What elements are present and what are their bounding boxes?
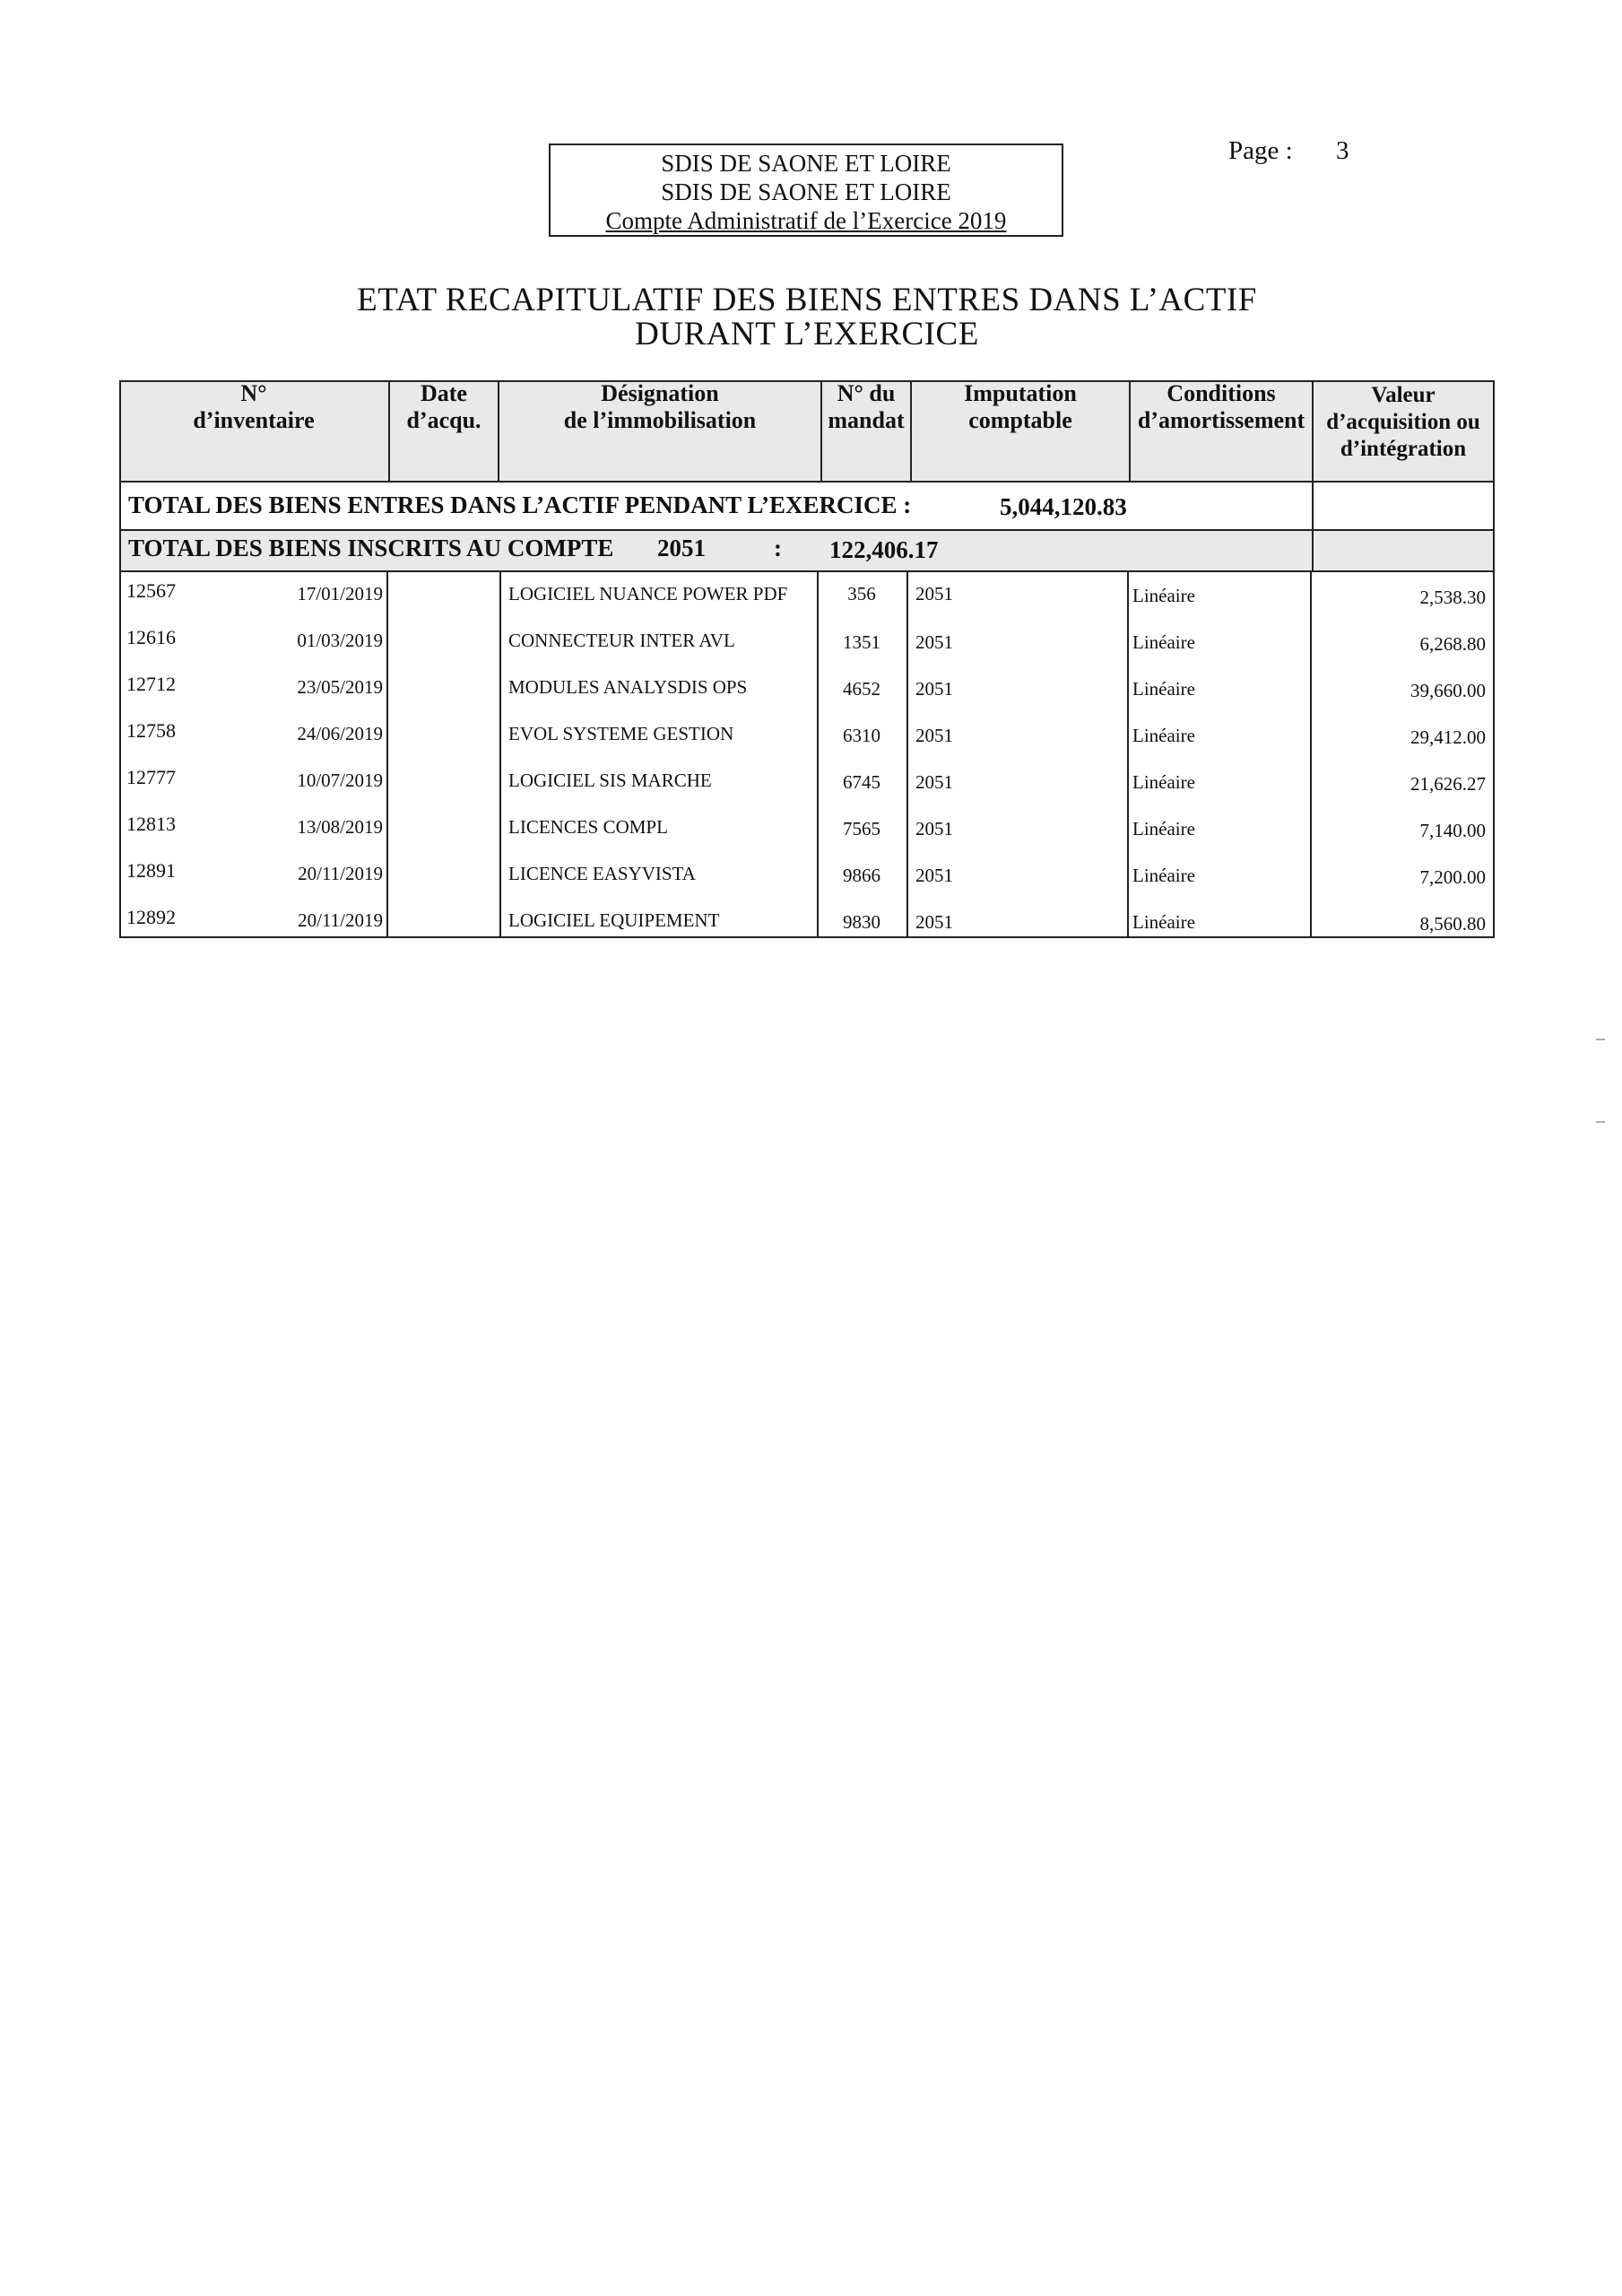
row-3-designation: MODULES ANALYSDIS OPS (508, 676, 748, 698)
row-7-designation: LICENCE EASYVISTA (508, 863, 696, 884)
row-7-mandat: 9866 (843, 865, 880, 886)
row-2-valeur: 6,268.80 (1419, 633, 1486, 655)
row-4-valeur: 29,412.00 (1410, 726, 1486, 748)
row-4-conditions: Linéaire (1132, 725, 1195, 746)
row-4-mandat: 6310 (843, 725, 880, 746)
row-8-designation: LOGICIEL EQUIPEMENT (508, 909, 720, 931)
row-2-mandat: 1351 (843, 631, 880, 653)
scan-mark (1596, 1121, 1605, 1123)
col-header-conditions: Conditions d’amortissement (1137, 380, 1305, 433)
row-8-valeur: 8,560.80 (1419, 913, 1486, 935)
total-exercice-value: 5,044,120.83 (1000, 493, 1127, 520)
assets-table (119, 380, 1495, 938)
row-3-date: 23/05/2019 (297, 676, 383, 698)
row-2-inventaire: 12616 (126, 626, 176, 648)
row-2-conditions: Linéaire (1132, 631, 1195, 653)
col-header-designation: Désignation de l’immobilisation (563, 380, 757, 433)
row-4-imputation: 2051 (915, 725, 953, 746)
row-3-conditions: Linéaire (1132, 678, 1195, 700)
row-7-date: 20/11/2019 (298, 863, 383, 884)
row-8-conditions: Linéaire (1132, 911, 1195, 933)
row-8-mandat: 9830 (843, 911, 880, 933)
total-compte-label: TOTAL DES BIENS INSCRITS AU COMPTE (128, 535, 614, 561)
total-compte-value: 122,406.17 (829, 536, 939, 563)
header-line-3: Compte Administratif de l’Exercice 2019 (605, 207, 1007, 234)
row-7-valeur: 7,200.00 (1419, 866, 1486, 888)
row-5-valeur: 21,626.27 (1410, 773, 1486, 795)
row-4-inventaire: 12758 (126, 719, 176, 742)
col-header-mandat: N° du mandat (828, 380, 905, 433)
row-8-imputation: 2051 (915, 911, 953, 933)
page-number: 3 (1336, 136, 1349, 165)
row-5-date: 10/07/2019 (297, 770, 383, 791)
header-line-2: SDIS DE SAONE ET LOIRE (661, 178, 951, 205)
total-compte-separator: : (774, 535, 782, 561)
col-header-valeur: Valeur d’acquisition ou d’intégration (1326, 383, 1480, 461)
row-4-date: 24/06/2019 (297, 723, 383, 744)
row-1-mandat: 356 (847, 583, 876, 604)
row-3-mandat: 4652 (843, 678, 880, 700)
header-line-1: SDIS DE SAONE ET LOIRE (661, 150, 951, 177)
col-header-imputation: Imputation comptable (964, 380, 1077, 433)
col-header-inventaire: N° d’inventaire (193, 380, 315, 433)
row-8-inventaire: 12892 (126, 906, 176, 928)
row-1-imputation: 2051 (915, 583, 953, 604)
row-6-mandat: 7565 (843, 818, 880, 839)
document-header-box (549, 144, 1063, 237)
col-header-date: Date d’acqu. (406, 380, 481, 433)
row-1-designation: LOGICIEL NUANCE POWER PDF (508, 583, 788, 604)
row-6-date: 13/08/2019 (297, 816, 383, 838)
row-2-designation: CONNECTEUR INTER AVL (508, 630, 735, 651)
row-4-designation: EVOL SYSTEME GESTION (508, 723, 734, 744)
row-1-conditions: Linéaire (1132, 585, 1195, 606)
page-title (269, 283, 1345, 352)
scan-mark (1596, 1039, 1605, 1040)
row-2-imputation: 2051 (915, 631, 953, 653)
row-5-conditions: Linéaire (1132, 771, 1195, 793)
row-7-conditions: Linéaire (1132, 865, 1195, 886)
row-1-valeur: 2,538.30 (1419, 587, 1486, 608)
title-line-2: DURANT L’EXERCICE (635, 316, 979, 352)
row-5-inventaire: 12777 (126, 766, 176, 788)
title-line-1: ETAT RECAPITULATIF DES BIENS ENTRES DANS L’ACTIF (357, 282, 1257, 318)
row-6-imputation: 2051 (915, 818, 953, 839)
row-3-inventaire: 12712 (126, 673, 176, 695)
row-6-conditions: Linéaire (1132, 818, 1195, 839)
row-5-mandat: 6745 (843, 771, 880, 793)
row-7-inventaire: 12891 (126, 859, 176, 882)
row-6-designation: LICENCES COMPL (508, 816, 668, 838)
row-1-date: 17/01/2019 (297, 583, 383, 604)
row-3-valeur: 39,660.00 (1410, 680, 1486, 701)
row-6-valeur: 7,140.00 (1419, 820, 1486, 841)
row-2-date: 01/03/2019 (297, 630, 383, 651)
row-7-imputation: 2051 (915, 865, 953, 886)
page-label: Page : (1228, 136, 1293, 165)
row-6-inventaire: 12813 (126, 813, 176, 835)
row-8-date: 20/11/2019 (298, 909, 383, 931)
row-5-designation: LOGICIEL SIS MARCHE (508, 770, 712, 791)
total-compte-number: 2051 (657, 535, 706, 561)
row-1-inventaire: 12567 (126, 579, 176, 602)
row-5-imputation: 2051 (915, 771, 953, 793)
row-3-imputation: 2051 (915, 678, 953, 700)
total-exercice-label: TOTAL DES BIENS ENTRES DANS L’ACTIF PENDANT L’EXERCICE : (128, 491, 912, 518)
